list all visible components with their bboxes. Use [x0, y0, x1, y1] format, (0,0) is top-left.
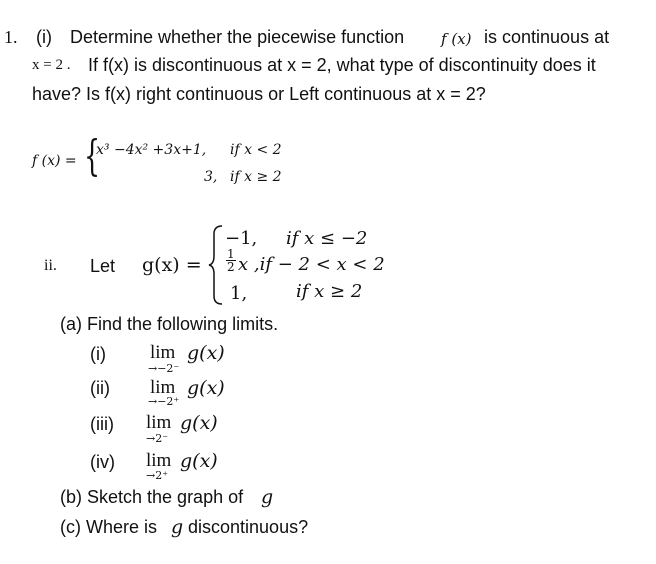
- limit-expr-i: g(x): [187, 342, 225, 364]
- limit-label-iv: (iv): [90, 452, 115, 472]
- limit-expr-iv: g(x): [180, 450, 218, 472]
- g-case2-expr: x ,if − 2 < x < 2: [238, 254, 385, 275]
- g-case1-expr: −1,: [225, 228, 258, 249]
- f-case1-condition: if x < 2: [230, 142, 282, 158]
- f-case1-expr: x³ −4x² +3x+1,: [96, 142, 207, 158]
- g-case3-expr: 1,: [230, 283, 248, 304]
- part-c-variable: g: [171, 516, 184, 538]
- limit-lim-ii: lim: [150, 377, 176, 398]
- question-ii-label: ii.: [44, 257, 57, 274]
- limit-expr-ii: g(x): [187, 377, 225, 399]
- part-c-text-start: (c) Where is: [60, 517, 158, 537]
- question-text-line1-end: is continuous at: [484, 27, 610, 47]
- limit-subscript-ii: →−2⁺: [148, 395, 180, 408]
- limit-label-i: (i): [90, 344, 106, 364]
- limit-expr-iii: g(x): [180, 412, 218, 434]
- g-case2-fraction: [226, 248, 236, 273]
- f-case2-expr: 3,: [204, 169, 218, 185]
- part-b-variable: g: [261, 486, 274, 508]
- limit-subscript-iii: →2⁻: [146, 432, 169, 445]
- limit-subscript-iv: →2⁺: [146, 469, 169, 482]
- gx-lhs: g(x) =: [142, 254, 202, 276]
- question-text-line2: If f(x) is discontinuous at x = 2, what type of discontinuity does it: [88, 55, 596, 75]
- g-piecewise-brace: [208, 224, 224, 306]
- question-text-line3: have? Is f(x) right continuous or Left continuous at x = 2?: [32, 84, 486, 104]
- question-text-line1: Determine whether the piecewise function: [70, 27, 405, 47]
- f-case2-condition: if x ≥ 2: [230, 169, 282, 185]
- let-text: Let: [90, 256, 116, 276]
- limit-label-ii: (ii): [90, 378, 110, 398]
- part-b-text: (b) Sketch the graph of: [60, 487, 244, 507]
- fraction-numerator: 1: [227, 247, 235, 261]
- part-c-text-end: discontinuous?: [188, 517, 309, 537]
- x-equals-2: x = 2 .: [32, 57, 71, 73]
- limit-lim-iv: lim: [146, 450, 172, 471]
- limit-label-iii: (iii): [90, 414, 114, 434]
- fx-lhs: f (x) =: [32, 153, 77, 169]
- limit-lim-iii: lim: [146, 412, 172, 433]
- g-case3-condition: if x ≥ 2: [296, 281, 363, 302]
- fx-inline: f (x): [441, 30, 472, 48]
- limit-subscript-i: →−2⁻: [148, 362, 180, 375]
- part-a-text: (a) Find the following limits.: [60, 314, 279, 334]
- part-label: (i): [36, 27, 52, 47]
- piecewise-brace: {: [84, 131, 101, 180]
- g-case1-condition: if x ≤ −2: [286, 228, 368, 249]
- question-number: 1.: [4, 27, 18, 47]
- limit-lim-i: lim: [150, 342, 176, 363]
- fraction-denominator: 2: [227, 260, 235, 274]
